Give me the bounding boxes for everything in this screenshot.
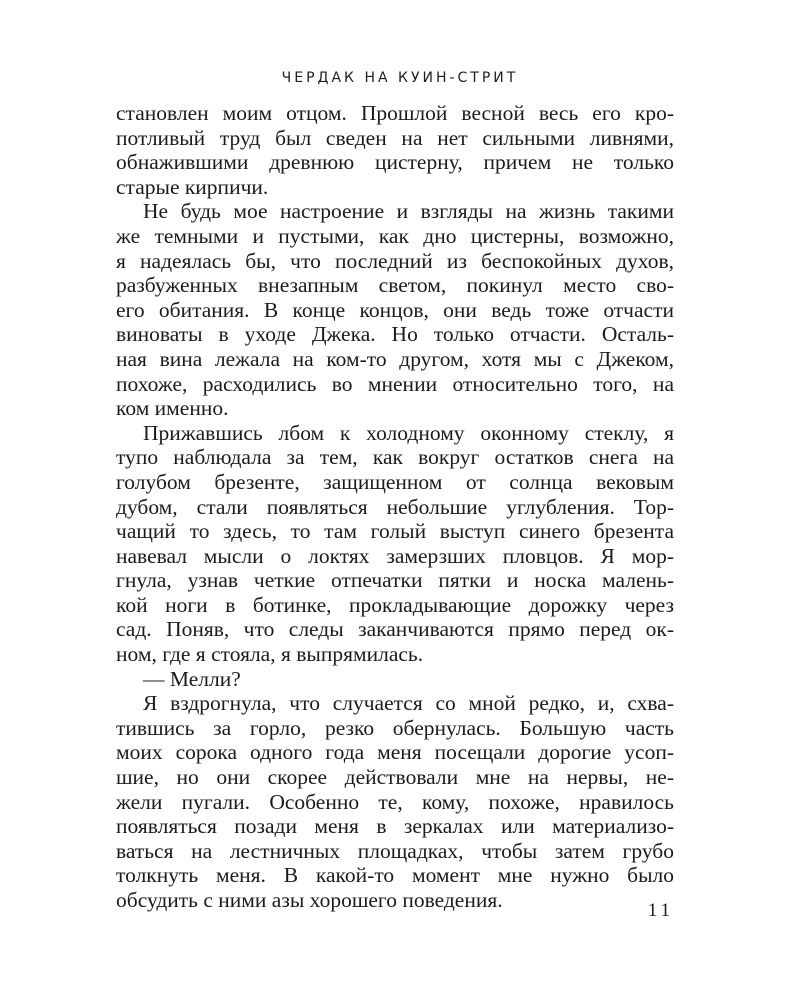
text-line: дубом, стали появляться небольшие углубления. Тор- xyxy=(116,494,674,519)
text-line: шие, но они скорее действовали мне на нервы, не- xyxy=(116,765,674,790)
text-line: становлен моим отцом. Прошлой весной весь его кро- xyxy=(116,101,674,125)
text-line: ная вина лежала на ком-то другом, хотя мы с Джеком, xyxy=(116,346,674,371)
running-head: ЧЕРДАК НА КУИН-СТРИТ xyxy=(281,70,519,86)
text-line: виноваты в уходе Джека. Но только отчасти. Осталь- xyxy=(116,322,674,347)
text-line: обсудить с ними азы хорошего поведения. xyxy=(116,888,503,912)
body-text xyxy=(116,101,674,913)
text-line: я надеялась бы, что последний из беспокойных духов, xyxy=(116,248,674,273)
text-line: Не будь мое настроение и взгляды на жизнь такими xyxy=(143,199,674,224)
text-line: ваться на лестничных площадках, чтобы затем грубо xyxy=(116,838,674,863)
text-line: Я вздрогнула, что случается со мной редко, и, схва- xyxy=(143,691,674,716)
text-line: тупо наблюдала за тем, как вокруг остатков снега на xyxy=(116,445,674,470)
page-number: 11 xyxy=(647,900,674,921)
text-line: разбуженных внезапным светом, покинул место сво- xyxy=(116,273,674,298)
text-line: жели пугали. Особенно те, кому, похоже, нравилось xyxy=(116,789,674,814)
text-line: старые кирпичи. xyxy=(116,174,269,199)
text-line: голубом брезенте, защищенном от солнца вековым xyxy=(116,469,674,494)
text-line: появляться позади меня в зеркалах или материализо- xyxy=(116,814,674,839)
text-line: потливый труд был сведен на нет сильными ливнями, xyxy=(116,125,674,150)
text-line: моих сорока одного года меня посещали дорогие усоп- xyxy=(116,740,674,765)
text-line: кой ноги в ботинке, прокладывающие дорожку через xyxy=(116,592,674,617)
text-line: же темными и пустыми, как дно цистерны, возможно, xyxy=(116,223,674,248)
text-line: толкнуть меня. В какой-то момент мне нужно было xyxy=(116,863,674,888)
text-line: похоже, расходились во мнении относительно того, на xyxy=(116,371,674,396)
text-line: чащий то здесь, то там голый выступ синего брезента xyxy=(116,519,674,544)
text-line: навевал мысли о локтях замерзших пловцов. Я мор- xyxy=(116,543,674,568)
text-line: ком именно. xyxy=(116,396,229,421)
text-line: обнажившими древнюю цистерну, причем не только xyxy=(116,150,674,175)
text-line: ном, где я стояла, я выпрямилась. xyxy=(116,642,424,667)
dialogue-line: — Мелли? xyxy=(143,666,241,691)
text-line: его обитания. В конце концов, они ведь тоже отчасти xyxy=(116,297,674,322)
text-line: сад. Поняв, что следы заканчиваются прямо перед ок- xyxy=(116,617,674,642)
text-line: тившись за горло, резко обернулась. Большую часть xyxy=(116,715,674,740)
text-line: Прижавшись лбом к холодному оконному стеклу, я xyxy=(143,420,674,445)
text-line: гнула, узнав четкие отпечатки пятки и носка малень- xyxy=(116,568,674,593)
